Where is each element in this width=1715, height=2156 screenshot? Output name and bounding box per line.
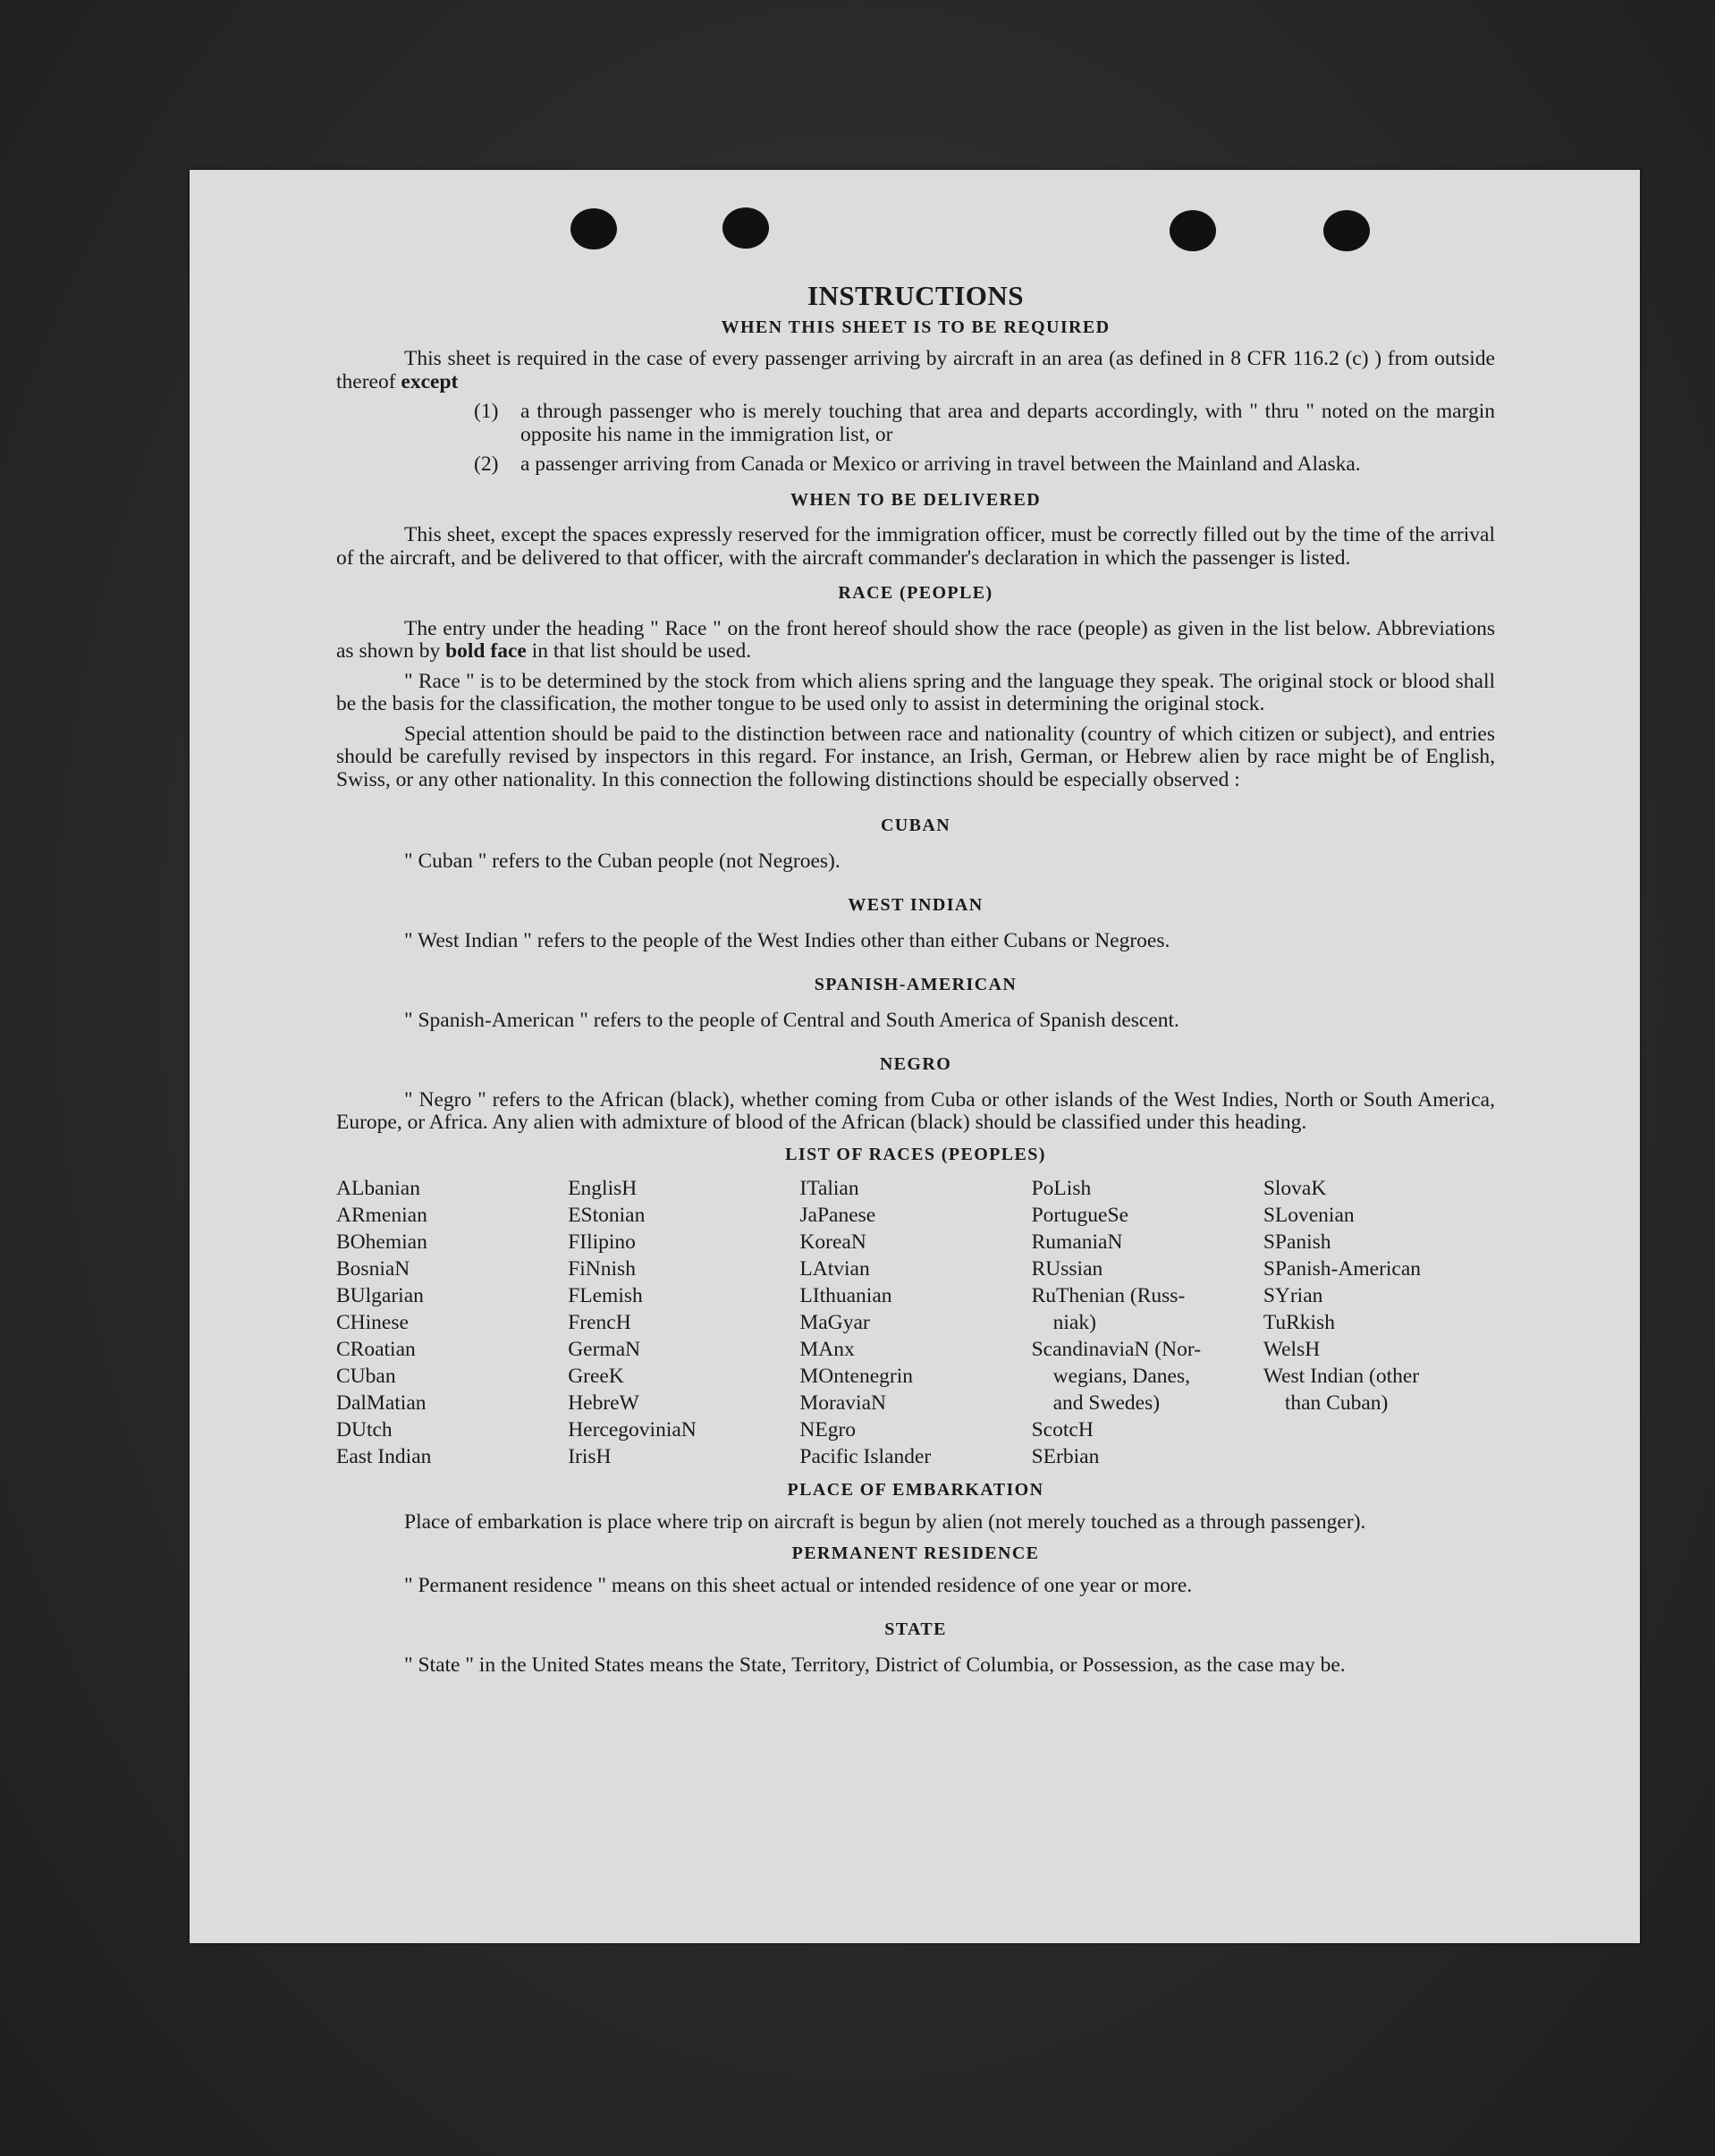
race-entry: MAnx	[799, 1338, 855, 1361]
race-paragraph-2: " Race " is to be determined by the stock from which aliens spring and the language they speak. The original stock or blood shall be the basis for the classification, the mother tongue to be used only to assist in determining the original stock.	[336, 669, 1495, 715]
document-sheet	[190, 170, 1640, 1943]
race-entry: MoraviaN	[799, 1391, 886, 1415]
race-entry: KoreaN	[799, 1230, 866, 1254]
race-entry: BUlgarian	[336, 1284, 424, 1307]
heading-embarkation: PLACE OF EMBARKATION	[787, 1480, 1044, 1500]
race-entry: BosniaN	[336, 1257, 410, 1281]
page-title: INSTRUCTIONS	[807, 280, 1024, 311]
race-entry: ARmenian	[336, 1204, 427, 1227]
heading-west-indian: WEST INDIAN	[848, 895, 984, 915]
heading-required: WHEN THIS SHEET IS TO BE REQUIRED	[721, 317, 1111, 337]
heading-list-of-races: LIST OF RACES (PEOPLES)	[785, 1144, 1046, 1164]
negro-text: " Negro " refers to the African (black), whether coming from Cuba or other islands of the West Indies, North or South America, Europe, or Africa. Any alien with admixture of blood of the African (black) should be classified under this heading.	[336, 1087, 1495, 1134]
race-entry: CRoatian	[336, 1338, 416, 1361]
race-entry: RumaniaN	[1031, 1230, 1123, 1254]
punch-hole	[1323, 210, 1370, 251]
required-item-2: (2) a passenger arriving from Canada or Mexico or arriving in travel between the Mainland and Alaska.	[474, 452, 1361, 476]
race-entry: IrisH	[568, 1445, 612, 1468]
race-entry: SLovenian	[1263, 1204, 1355, 1227]
race-entry: PortugueSe	[1031, 1204, 1128, 1227]
heading-spanish-american: SPANISH-AMERICAN	[814, 975, 1018, 994]
race-entry: WelsH	[1263, 1338, 1321, 1361]
heading-delivered: WHEN TO BE DELIVERED	[790, 489, 1042, 510]
heading-cuban: CUBAN	[880, 816, 951, 835]
races-column-2	[568, 1175, 799, 1470]
required-intro: This sheet is required in the case of every passenger arriving by aircraft in an area (as defined in 8 CFR 116.2 (c) ) from outside thereof except	[336, 347, 1495, 393]
west-indian-text: " West Indian " refers to the people of the West Indies other than either Cubans or Negroes.	[404, 928, 1170, 952]
race-entry: MaGyar	[799, 1311, 870, 1334]
race-entry: ScotcH	[1031, 1418, 1094, 1442]
race-entry-continued: and Swedes)	[1052, 1391, 1161, 1415]
race-entry: EStonian	[568, 1204, 646, 1227]
heading-residence: PERMANENT RESIDENCE	[791, 1543, 1040, 1563]
heading-race: RACE (PEOPLE)	[838, 583, 993, 603]
heading-negro: NEGRO	[879, 1054, 952, 1074]
delivered-text: This sheet, except the spaces expressly reserved for the immigration officer, must be correctly filled out by the time of the arrival of the aircraft, and be delivered to that officer, with the aircraft commander's declaration in which the passenger is listed.	[336, 523, 1495, 570]
race-entry: East Indian	[336, 1445, 432, 1468]
race-entry: ScandinaviaN (Nor-	[1031, 1338, 1202, 1361]
race-entry: CHinese	[336, 1311, 409, 1334]
race-entry: HercegoviniaN	[568, 1418, 697, 1442]
races-column-1	[336, 1175, 568, 1470]
race-entry: GermaN	[568, 1338, 641, 1361]
race-entry: DalMatian	[336, 1391, 427, 1415]
race-entry: CUban	[336, 1365, 396, 1388]
race-entry: FLemish	[568, 1284, 643, 1307]
race-entry: SlovaK	[1263, 1177, 1327, 1200]
race-entry: FrencH	[568, 1311, 631, 1334]
race-entry: NEgro	[799, 1418, 857, 1442]
race-entry: GreeK	[568, 1365, 624, 1388]
cuban-text: " Cuban " refers to the Cuban people (not Negroes).	[404, 849, 841, 873]
punch-hole	[1170, 210, 1216, 251]
heading-state: STATE	[884, 1619, 947, 1639]
races-column-4	[1032, 1175, 1263, 1470]
spanish-american-text: " Spanish-American " refers to the people of Central and South America of Spanish descent.	[404, 1008, 1179, 1032]
state-text: " State " in the United States means the State, Territory, District of Columbia, or Possession, as the case may be.	[404, 1653, 1346, 1677]
race-entry: SYrian	[1263, 1284, 1323, 1307]
race-entry: FIlipino	[568, 1230, 636, 1254]
race-entry: HebreW	[568, 1391, 639, 1415]
race-entry: West Indian (other	[1263, 1365, 1420, 1388]
race-entry: EnglisH	[568, 1177, 638, 1200]
race-entry: FiNnish	[568, 1257, 636, 1281]
race-entry-continued: than Cuban)	[1284, 1391, 1389, 1415]
race-entry: BOhemian	[336, 1230, 427, 1254]
residence-text: " Permanent residence " means on this sheet actual or intended residence of one year or more.	[404, 1573, 1193, 1597]
race-entry: ALbanian	[336, 1177, 420, 1200]
race-entry: SPanish	[1263, 1230, 1331, 1254]
race-entry-continued: wegians, Danes,	[1052, 1365, 1190, 1388]
race-entry: JaPanese	[799, 1204, 876, 1227]
punch-hole	[570, 208, 617, 249]
race-entry: RUssian	[1031, 1257, 1103, 1281]
races-list	[336, 1175, 1495, 1470]
embarkation-text: Place of embarkation is place where trip on aircraft is begun by alien (not merely touched as a through passenger).	[404, 1509, 1366, 1534]
race-entry: PoLish	[1031, 1177, 1092, 1200]
race-paragraph-3: Special attention should be paid to the distinction between race and nationality (country of which citizen or subject), and entries should be carefully revised by inspectors in this regard. For instance, an Irish, German, or Hebrew alien by race might be of English, Swiss, or any other nationality. In this connection the following distinctions should be especially observed :	[336, 722, 1495, 791]
race-entry: RuThenian (Russ-	[1031, 1284, 1186, 1307]
required-item-1: (1) a through passenger who is merely touching that area and departs accordingly, with " thru " noted on the margin opposite his name in the immigration list, or	[474, 400, 1495, 446]
race-entry: SPanish-American	[1263, 1257, 1422, 1281]
race-entry-continued: niak)	[1052, 1311, 1096, 1334]
races-column-5	[1263, 1175, 1495, 1470]
race-entry: Pacific Islander	[799, 1445, 932, 1468]
race-entry: LIthuanian	[799, 1284, 892, 1307]
punch-hole	[722, 207, 769, 249]
race-entry: DUtch	[336, 1418, 393, 1442]
race-entry: LAtvian	[799, 1257, 870, 1281]
instructions-content	[336, 280, 1495, 1677]
race-entry: TuRkish	[1263, 1311, 1335, 1334]
race-entry: SErbian	[1031, 1445, 1100, 1468]
race-paragraph-1: The entry under the heading " Race " on the front hereof should show the race (people) as given in the list below. Abbreviations as shown by bold face in that list should be used.	[336, 616, 1495, 663]
races-column-3	[799, 1175, 1031, 1470]
race-entry: MOntenegrin	[799, 1365, 914, 1388]
race-entry: ITalian	[799, 1177, 859, 1200]
